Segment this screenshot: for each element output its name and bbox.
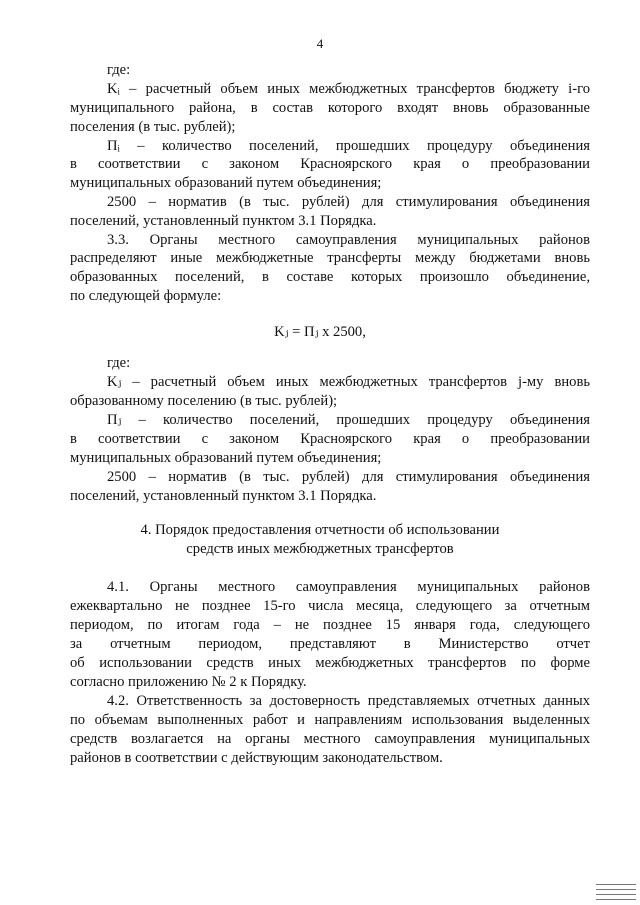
text-line: поселений, установленный пунктом 3.1 Порядка. (70, 213, 377, 229)
text-line: районов в соответствии с действующим законодательством. (70, 750, 443, 766)
text-line: согласно приложению № 2 к Порядку. (70, 674, 307, 690)
text-line: муниципальных образований путем объединения; (70, 175, 382, 191)
text-line: 2500 – норматив (в тыс. рублей) для стимулирования объединения (107, 194, 590, 210)
text-line: за отчетным периодом, представляют в Министерство отчет (70, 636, 590, 652)
text-line: Kᵢ – расчетный объем иных межбюджетных трансфертов бюджету i-го (107, 81, 590, 97)
text-line: в соответствии с законом Красноярского края о преобразовании (70, 431, 590, 447)
text-line: 2500 – норматив (в тыс. рублей) для стимулирования объединения (107, 469, 590, 485)
text-line: Kⱼ – расчетный объем иных межбюджетных трансфертов j-му вновь (107, 374, 590, 390)
text-line: муниципальных образований путем объединения; (70, 450, 382, 466)
text-line: муниципального района, в состав которого входят вновь образованные (70, 100, 590, 116)
text-line: где: (107, 355, 131, 371)
text-line: в соответствии с законом Красноярского края о преобразовании (70, 156, 590, 172)
text-line: распределяют иные межбюджетные трансферты между бюджетами вновь (70, 250, 590, 266)
text-line: периодом, по итогам года – не позднее 15 января года, следующего (70, 617, 590, 633)
text-line: по объемам выполненных работ и направлениям использования выделенных (70, 712, 590, 728)
text-line: 3.3. Органы местного самоуправления муниципальных районов (107, 232, 590, 248)
text-line: по следующей формуле: (70, 288, 222, 304)
text-line: поселения (в тыс. рублей); (70, 119, 236, 135)
text-line: об использовании средств иных межбюджетных трансфертов по форме (70, 655, 590, 671)
text-line: поселений, установленный пунктом 3.1 Порядка. (70, 488, 377, 504)
barcode-mark (596, 880, 636, 904)
text-line: Пᵢ – количество поселений, прошедших процедуру объединения (107, 138, 590, 154)
text-line: ежеквартально не позднее 15-го числа месяца, следующего за отчетным (70, 598, 590, 614)
section-heading: средств иных межбюджетных трансфертов (186, 541, 454, 557)
formula: Kⱼ = Пⱼ х 2500, (274, 324, 366, 340)
text-line: где: (107, 62, 131, 78)
section-heading: 4. Порядок предоставления отчетности об использовании (140, 522, 500, 538)
text-line: 4.2. Ответственность за достоверность представляемых отчетных данных (107, 693, 590, 709)
text-line: Пⱼ – количество поселений, прошедших процедуру объединения (107, 412, 590, 428)
text-line: 4.1. Органы местного самоуправления муниципальных районов (107, 579, 590, 595)
text-line: образованных поселений, в составе которых произошло объединение, (70, 269, 590, 285)
text-line: образованному поселению (в тыс. рублей); (70, 393, 338, 409)
text-line: средств возлагается на органы местного самоуправления муниципальных (70, 731, 590, 747)
page-number: 4 (316, 36, 324, 51)
